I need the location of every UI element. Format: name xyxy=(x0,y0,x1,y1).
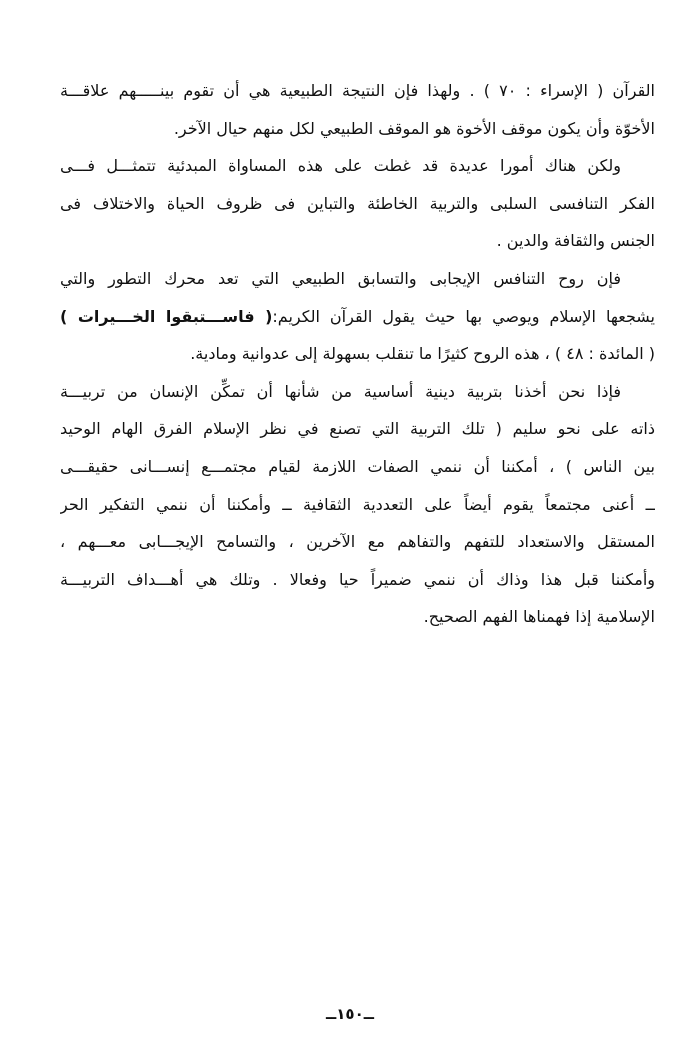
paragraph-start-line: فإن روح التنافس الإيجابى والتسابق الطبيعي التي تعد محرك التطور والتي xyxy=(60,268,621,288)
text-line: القرآن ( الإسراء : ٧٠ ) . ولهذا فإن النتيجة الطبيعية هي أن تقوم بينـــــهم علاقـــة xyxy=(60,81,655,100)
text-line-with-quote xyxy=(60,298,655,336)
text-line: الجنس والثقافة والدين . xyxy=(496,231,655,251)
text-line: بين الناس ) ، أمكننا أن ننمي الصفات اللازمة لقيام مجتمـــع إنســـانى حقيقـــى xyxy=(60,456,655,476)
text-line: الفكر التنافسى السلبى والتربية الخاطئة والتباين فى ظروف الحياة والاختلاف فى xyxy=(60,193,655,213)
text-line: ذاته على نحو سليم ( تلك التربية التي تصنع في نظر الإسلام الفرق الهام الوحيد xyxy=(60,419,655,439)
quran-quote: ( فاســـتبقوا الخـــيرات ) xyxy=(60,306,273,326)
text-line: ــ أعنى مجتمعاً يقوم أيضاً على التعددية الثقافية ــ وأمكننا أن ننمي التفكير الحر xyxy=(60,494,655,514)
paragraph-start-line: ولكن هناك أمورا عديدة قد غطت على هذه المساواة المبدئية تتمثـــل فـــى xyxy=(60,156,621,176)
text-line: الأخوّة وأن يكون موقف الأخوة هو الموقف الطبيعي لكل منهم حيال الآخر. xyxy=(173,118,655,138)
paragraph-start-line: فإذا نحن أخذنا بتربية دينية أساسية من شأنها أن تمكِّن الإنسان من تربيـــة xyxy=(60,381,621,401)
text-line: المستقل والاستعداد للتفهم والتفاهم مع الآخرين ، والتسامح الإيجـــابى معـــهم ، xyxy=(60,532,655,552)
text-fragment: يشجعها الإسلام ويوصي بها حيث يقول القرآن الكريم: xyxy=(272,306,655,326)
text-line: ( المائدة : ٤٨ ) ، هذه الروح كثيرًا ما تنقلب بسهولة إلى عدوانية ومادية. xyxy=(190,344,655,364)
text-line: الإسلامية إذا فهمناها الفهم الصحيح. xyxy=(423,607,655,627)
text-line: وأمكننا قبل هذا وذاك أن ننمي ضميراً حيا وفعالا . وتلك هي أهـــداف التربيـــة xyxy=(60,569,655,589)
body-text xyxy=(60,72,655,636)
page-number: ــ١٥٠ــ xyxy=(326,1005,374,1023)
